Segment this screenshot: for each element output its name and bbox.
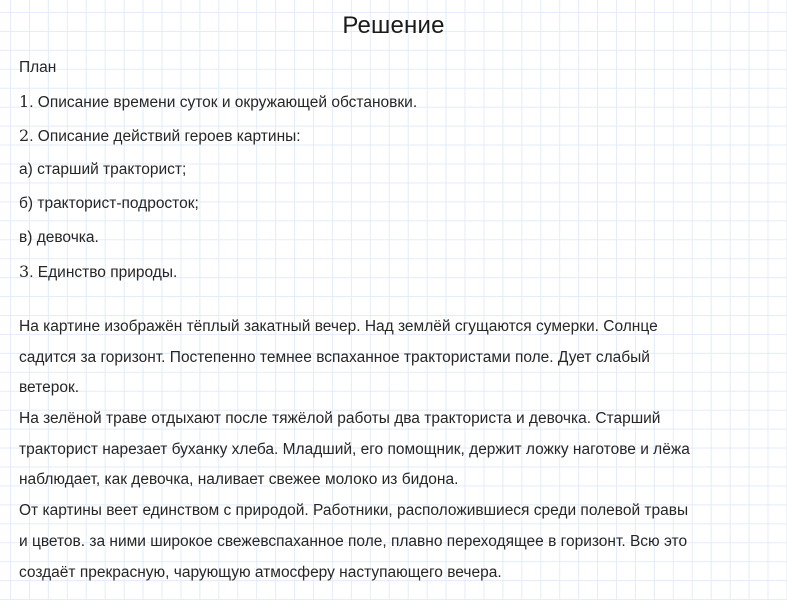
essay-line: тракторист нарезает буханку хлеба. Младший, его помощник, держит ложку наготове и лёжа (19, 440, 690, 458)
plan-item-text: . Описание действий героев картины: (29, 128, 301, 145)
plan-item-text: . Описание времени суток и окружающей обстановки. (29, 94, 418, 111)
plan-subitem (19, 227, 417, 261)
essay-line: наблюдает, как девочка, наливает свежее молоко из бидона. (19, 471, 459, 489)
essay-line: На картине изображён тёплый закатный вечер. Над землёй сгущаются сумерки. Солнце (19, 318, 658, 335)
essay-line: От картины веет единством с природой. Работники, расположившиеся среди полевой травы (19, 502, 689, 520)
plan-item-number: 1 (19, 92, 30, 111)
essay-line: и цветов. за ними широкое свежевспаханное поле, плавно переходящее в горизонт. Всю это (19, 532, 688, 550)
plan-item-number: 2 (19, 126, 30, 145)
plan-heading: План (19, 59, 57, 76)
plan-item-text: в) девочка. (19, 229, 99, 246)
plan-item-text: а) старший тракторист; (19, 161, 187, 178)
essay-line: ветерок. (19, 379, 80, 397)
plan-item (19, 261, 417, 295)
essay-line: садится за горизонт. Постепенно темнее вспаханное трактористами поле. Дует слабый (19, 348, 650, 366)
plan-subitem (19, 159, 417, 193)
plan-item (19, 91, 417, 125)
plan-subitem (19, 193, 417, 227)
plan-item-number: 3 (19, 262, 30, 281)
page-title: Решение (342, 12, 445, 39)
plan-item-text: . Единство природы. (29, 264, 178, 281)
plan-section (19, 57, 417, 295)
essay-line: На зелёной траве отдыхают после тяжёлой работы два тракториста и девочка. Старший (19, 410, 661, 428)
essay-line: создаёт прекрасную, чарующую атмосферу наступающего вечера. (19, 563, 502, 581)
plan-item (19, 125, 417, 159)
plan-item-text: б) тракторист-подросток; (19, 195, 199, 212)
essay-section (19, 314, 779, 590)
